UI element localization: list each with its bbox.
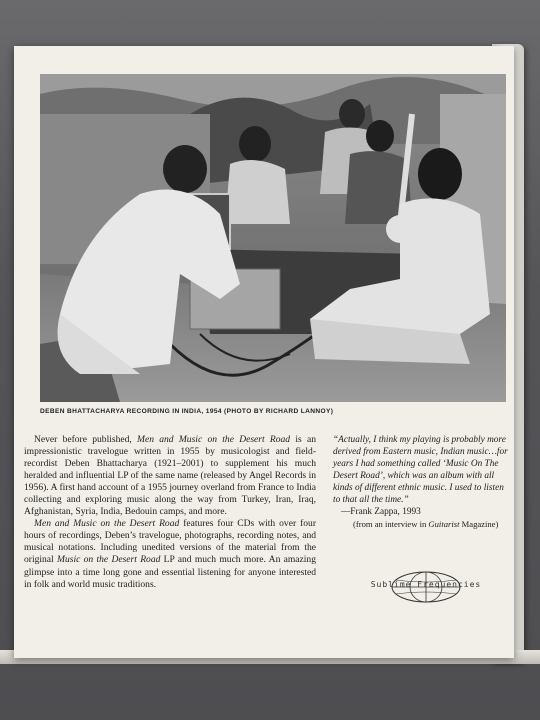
photo-caption: DEBEN BHATTACHARYA RECORDING IN INDIA, 1954 (PHOTO BY RICHARD LANNOY) (40, 408, 334, 415)
zappa-quote (333, 434, 509, 530)
description-paragraph-1 (24, 434, 316, 518)
quote-attribution: —Frank Zappa, 1993 (341, 507, 421, 518)
logo-text: Sublime Frequencies (370, 580, 482, 589)
p1-body: is an impressionistic travelogue written in 1955 by musicologist and field-recordist Deben Bhattacharya (1921–2001) to supplement his much heralded and influential LP of the same name (released by Angel Records in 1956). A first hand account of a 1955 journey overland from France to India collecting and exploring music along the way from Turkey, Iran, Iraq, Afghanistan, Syria, India, Bedouin camps, and more. (24, 434, 317, 518)
p1-intro: Never before published, (34, 434, 138, 445)
quote-source-b: Magazine) (459, 519, 499, 530)
quote-text: “Actually, I think my playing is probably more derived from Eastern music, Indian music…for years I had something called ‘Music On The Desert Road’, which was an album with all kinds of different ethnic music. I used to listen to that all the time.” (333, 435, 508, 506)
quote-source-title: Guitarist (428, 519, 460, 530)
p2-title: Men and Music on the Desert Road (34, 518, 180, 530)
p2-title-2: Music on the Desert Road (57, 554, 161, 566)
p2-body-b: LP and much much more. An amazing glimpse into a time long gone and essential listening for anyone interested in folk and world music traditions. (24, 554, 316, 590)
p1-title: Men and Music on the Desert Road (137, 434, 291, 445)
p2-body-a: features four CDs with over four hours of recordings, Deben’s travelogue, photographs, recording notes, and musical notations. Including unedited versions of the material from the original (24, 518, 316, 566)
description-text (24, 434, 316, 591)
description-paragraph-2 (24, 518, 316, 590)
quote-source-a: (from an interview in (353, 519, 429, 530)
cover-photo (40, 74, 506, 402)
quote-source (353, 518, 509, 530)
sublime-frequencies-logo (356, 570, 496, 604)
